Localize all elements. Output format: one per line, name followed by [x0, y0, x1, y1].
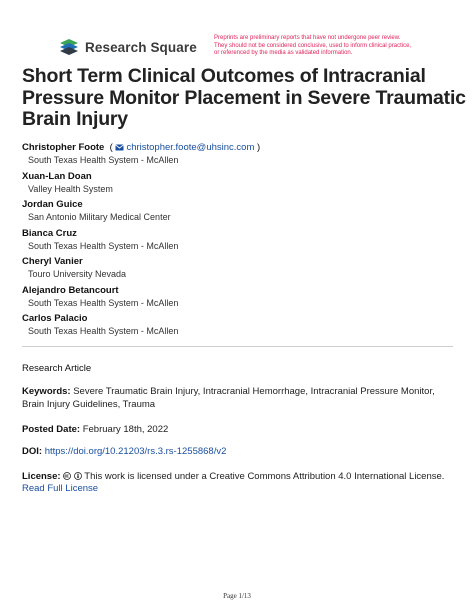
author-entry	[22, 256, 462, 285]
paren-close: )	[254, 142, 261, 153]
author-entry	[22, 171, 462, 200]
doi	[22, 446, 226, 457]
author-affiliation: San Antonio Military Medical Center	[28, 212, 171, 222]
author-name: Carlos Palacio	[22, 313, 88, 324]
mail-icon	[115, 144, 124, 151]
research-square-logo-icon	[58, 38, 80, 56]
keywords-label: Keywords:	[22, 386, 71, 397]
author-affiliation: South Texas Health System - McAllen	[28, 155, 179, 165]
author-affiliation: Valley Health System	[28, 183, 113, 194]
author-affiliation: Touro University Nevada	[28, 269, 127, 279]
article-type: Research Article	[22, 363, 92, 374]
preprint-disclaimer	[214, 35, 454, 58]
author-name: Bianca Cruz	[22, 227, 77, 239]
license	[22, 470, 462, 483]
author-entry	[22, 228, 462, 257]
author-affiliation: South Texas Health System - McAllen	[28, 326, 179, 336]
posted-date	[22, 424, 168, 435]
research-square-logo[interactable]	[58, 38, 197, 56]
disclaimer-line: Preprints are preliminary reports that have not undergone peer review.	[214, 35, 401, 41]
paper-title	[22, 65, 466, 131]
author-list	[22, 142, 462, 342]
page-header	[0, 0, 474, 62]
keywords	[22, 385, 452, 411]
posted-date-value: February 18th, 2022	[82, 424, 169, 435]
author-name: Cheryl Vanier	[22, 256, 83, 267]
page-number: Page 1/13	[223, 592, 251, 600]
author-entry	[22, 142, 462, 171]
author-name: Xuan-Lan Doan	[22, 170, 92, 182]
author-name: Jordan Guice	[22, 199, 83, 210]
author-entry	[22, 199, 462, 228]
brand-name: Research Square	[85, 39, 197, 55]
creative-commons-icon	[63, 472, 71, 480]
author-affiliation: South Texas Health System - McAllen	[28, 297, 179, 308]
title-line: Short Term Clinical Outcomes of Intracranial	[22, 65, 426, 87]
title-line: Brain Injury	[22, 108, 128, 130]
section-divider	[22, 346, 453, 347]
disclaimer-line: or referenced by the media as validated information.	[214, 50, 353, 57]
disclaimer-line: They should not be considered conclusive, used to inform clinical practice,	[214, 42, 412, 49]
doi-link[interactable]: https://doi.org/10.21203/rs.3.rs-1255868/v2	[44, 446, 227, 457]
posted-date-label: Posted Date:	[22, 424, 81, 435]
license-label: License:	[22, 471, 61, 482]
attribution-icon	[74, 472, 82, 480]
author-name: Christopher Foote	[22, 142, 105, 153]
read-full-license-link[interactable]: Read Full License	[22, 483, 99, 494]
paren-open: (	[106, 142, 116, 153]
license-text: This work is licensed under a Creative Commons Attribution 4.0 International License.	[84, 471, 445, 482]
doi-label: DOI:	[22, 446, 43, 457]
author-name-row	[22, 142, 462, 154]
author-email-link[interactable]: christopher.foote@uhsinc.com	[126, 142, 255, 153]
keywords-value: Severe Traumatic Brain Injury, Intracranial Hemorrhage, Intracranial Pressure Monitor, Brain Injury Guidelines, Trauma	[22, 386, 435, 410]
author-entry	[22, 313, 462, 342]
title-line: Pressure Monitor Placement in Severe Traumatic	[22, 86, 466, 109]
author-affiliation: South Texas Health System - McAllen	[28, 240, 179, 251]
author-entry	[22, 285, 462, 314]
author-name: Alejandro Betancourt	[22, 284, 119, 296]
